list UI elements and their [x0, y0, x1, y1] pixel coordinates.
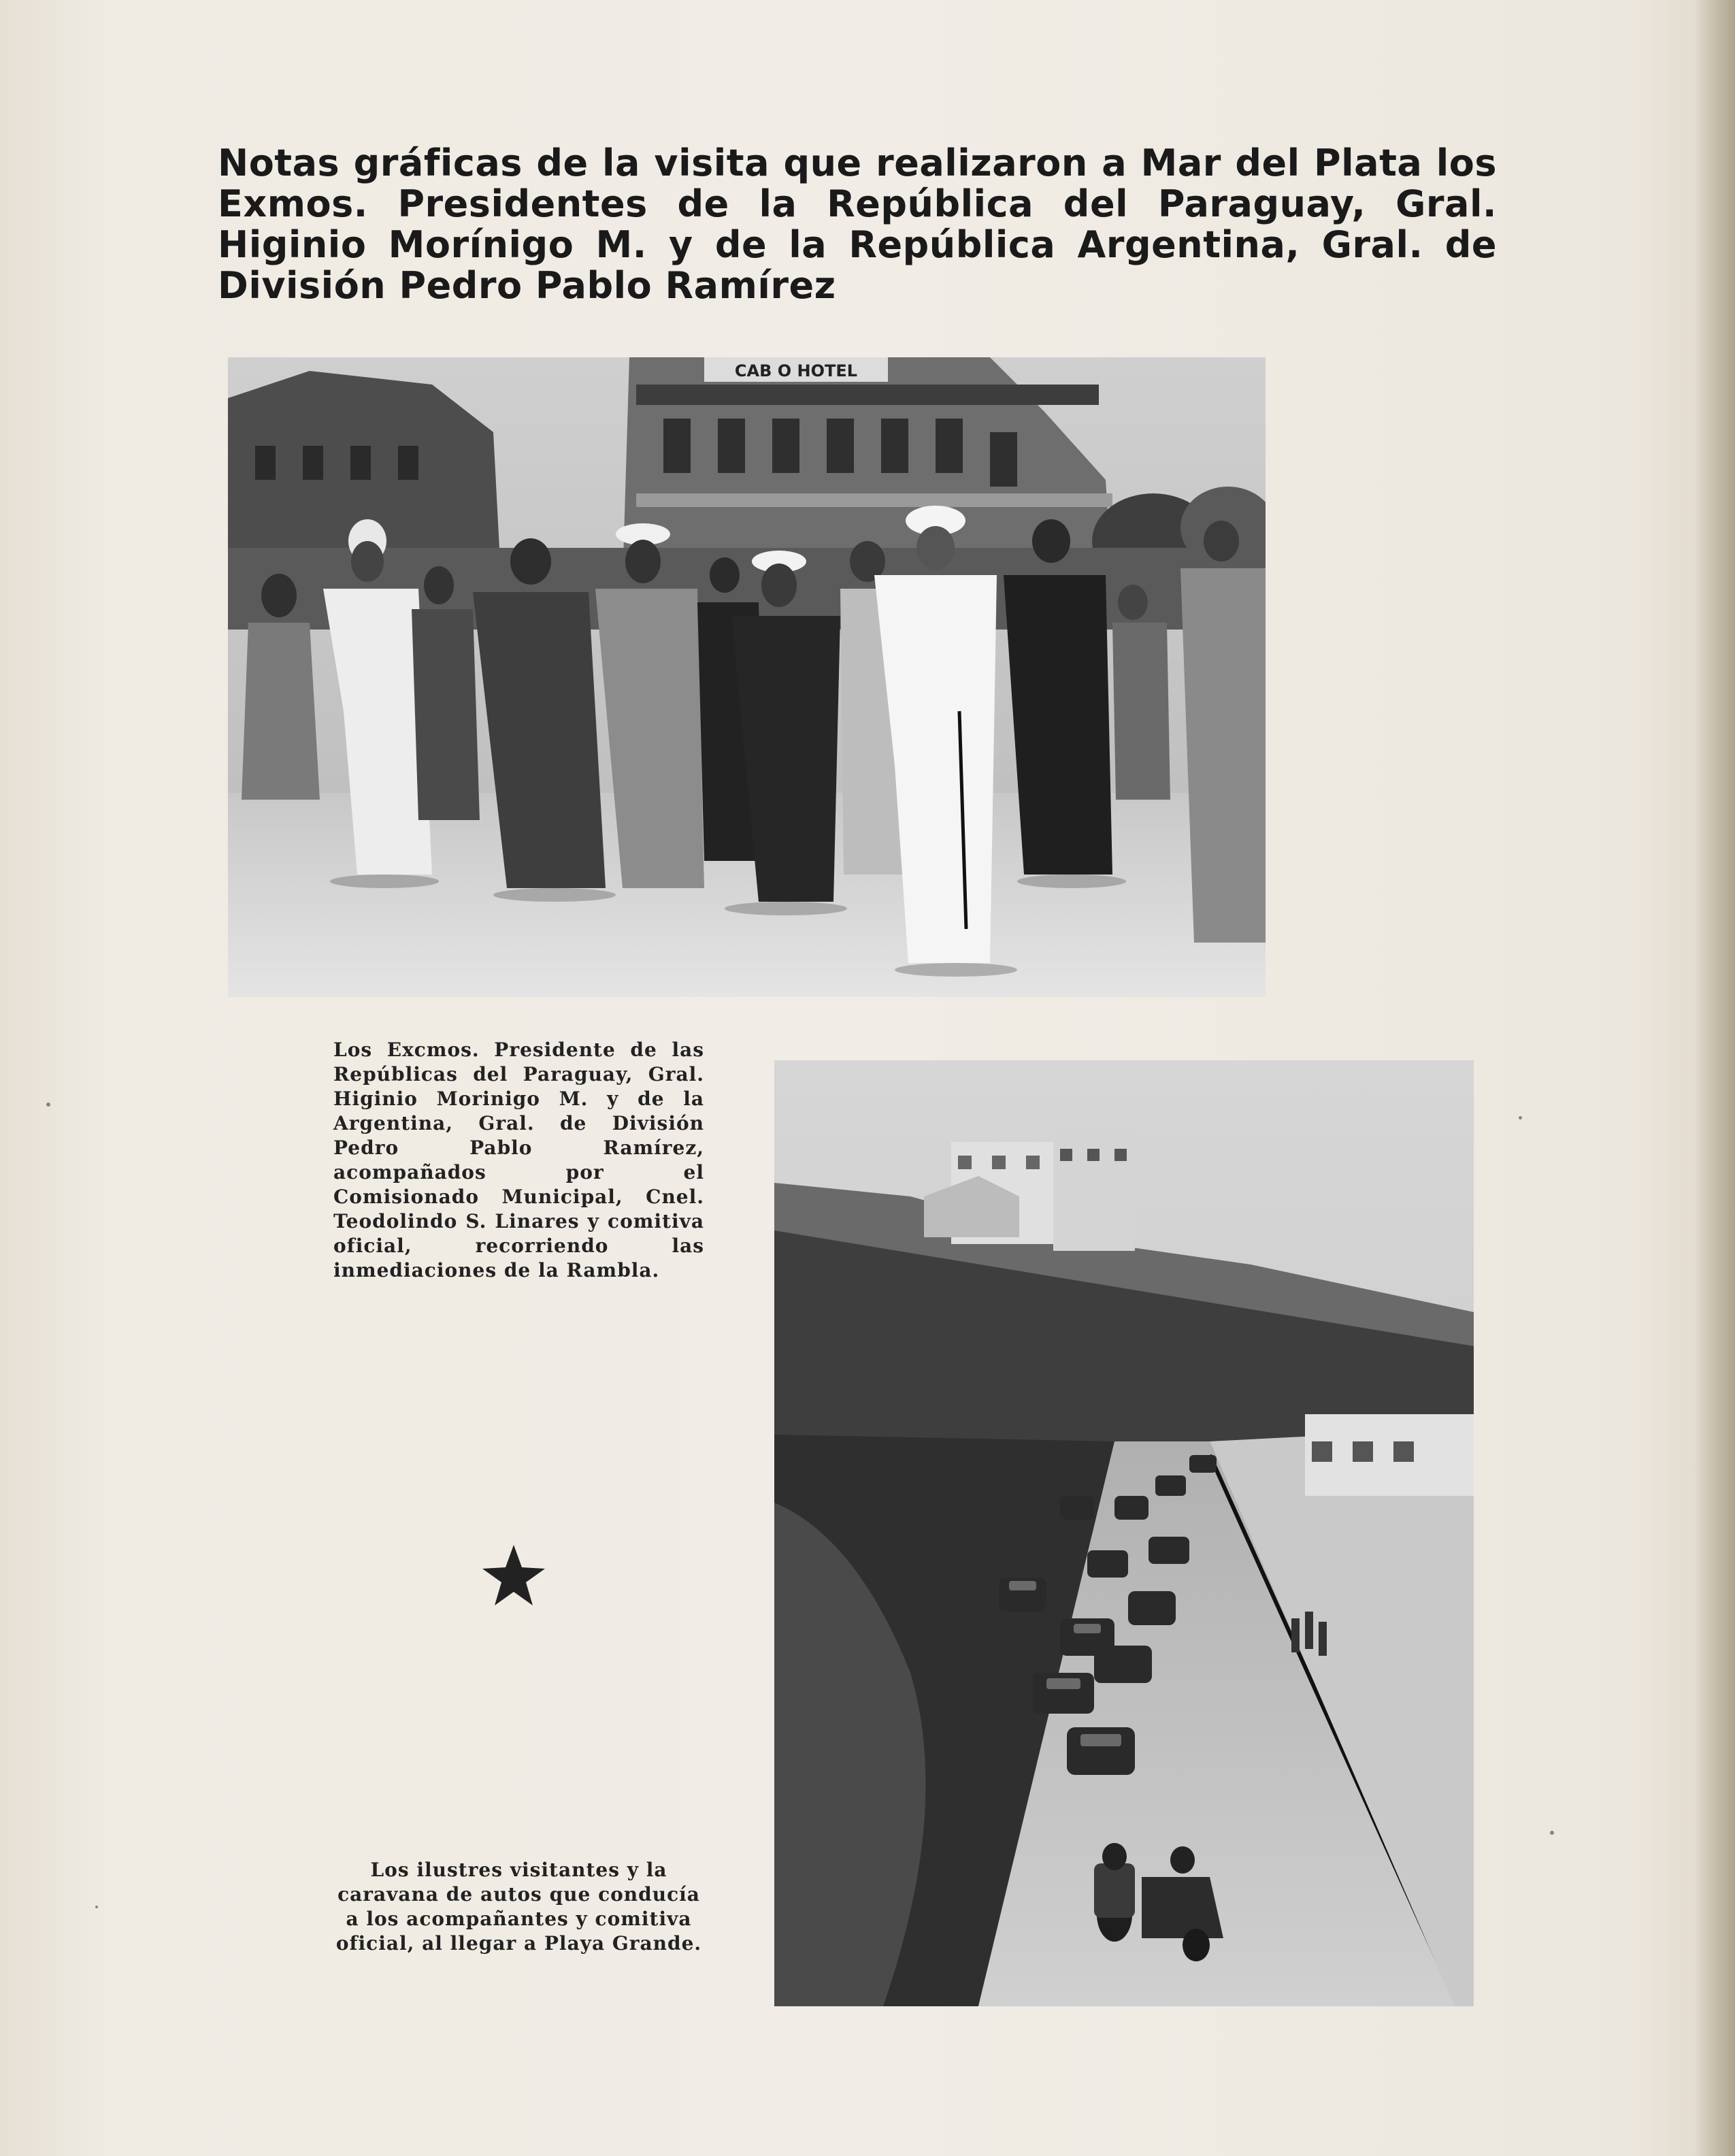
star-ornament-icon: [480, 1541, 548, 1610]
caption-motorcade: Los ilustres visitantes y la caravana de autos que conducía a los acompañantes y comitiva oficial, al llegar a Playa Grande.: [335, 1859, 702, 1955]
procession-photo-drawing: [228, 357, 1266, 997]
motorcade-photo-drawing: [774, 1060, 1474, 2006]
paper-speck: [1519, 1116, 1522, 1120]
caption-presidents-walking: Los Excmos. Presidente de las Repúblicas del Paraguay, Gral. Higinio Morinigo M. y de la Argentina, Gral. de División Pedro Pablo Ramírez, acompañados por el Comisionado Municipal, Cnel. Teodolindo S. Linares y comitiva oficial, recorriendo las inmediaciones de la Rambla.: [333, 1039, 704, 1281]
hotel-sign-text: CAB O HOTEL: [734, 361, 858, 380]
paper-speck: [1550, 1831, 1554, 1835]
paper-speck: [95, 1906, 98, 1908]
photo-motorcade-playa-grande: [774, 1060, 1474, 2006]
photo-presidents-walking: [228, 357, 1266, 997]
page-headline: Notas gráficas de la visita que realizaron a Mar del Plata los Exmos. Presidentes de la República del Paraguay, Gral. Higinio Morínigo M. y de la República Argentina, Gral. de División Pedro Pablo Ramírez: [218, 142, 1497, 307]
paper-speck: [46, 1102, 50, 1107]
page-spine-shadow: [1694, 0, 1735, 2156]
